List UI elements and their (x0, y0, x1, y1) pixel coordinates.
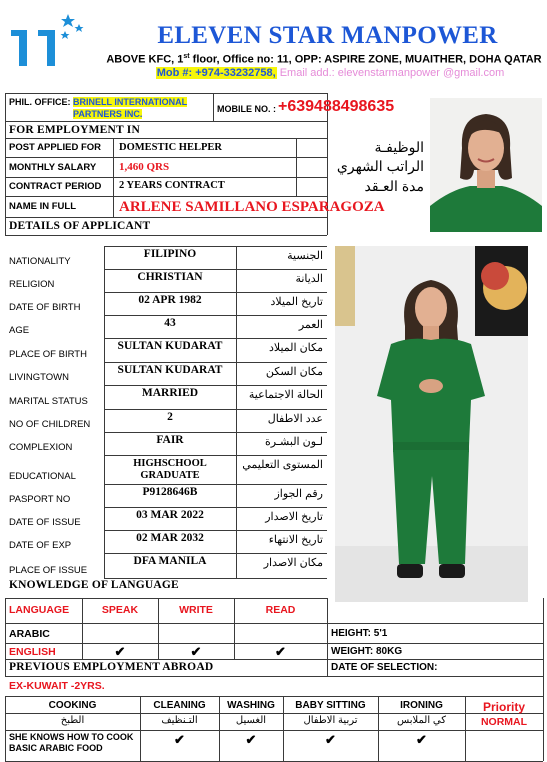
details-grid-line (104, 246, 327, 247)
contact-line (120, 67, 540, 79)
skill-header-cleaning: CLEANING (153, 700, 206, 711)
detail-value-place-of-issue: DFA MANILA (133, 555, 207, 567)
previous-employment-title: PREVIOUS EMPLOYMENT ABROAD (9, 661, 214, 673)
detail-value-place-of-birth: SULTAN KUDARAT (117, 340, 223, 352)
english-read-check: ✔ (275, 644, 286, 659)
previous-employment-value: EX-KUWAIT -2YRS. (9, 680, 105, 692)
detail-arabic-religion: الديانة (295, 273, 323, 285)
detail-arabic-place-of-birth: مكان الميلاد (268, 342, 323, 354)
washing-check: ✔ (245, 732, 257, 747)
detail-value-religion: CHRISTIAN (137, 271, 203, 283)
details-grid-line (104, 507, 327, 508)
skill-header-baby-sitting: BABY SITTING (295, 700, 366, 711)
details-grid-line (104, 315, 327, 316)
detail-label-date-of-exp: DATE OF EXP (9, 540, 72, 551)
language-section-title: KNOWLEDGE OF LANGUAGE (9, 579, 179, 591)
details-grid-line (104, 455, 327, 456)
detail-label-livingtown: LIVINGTOWN (9, 372, 69, 383)
ironing-check: ✔ (416, 732, 427, 747)
full-name-label: NAME IN FULL (9, 201, 77, 212)
details-grid-line (104, 269, 327, 270)
detail-arabic-livingtown: مكان السكن (265, 366, 323, 378)
details-grid-line (104, 553, 327, 554)
detail-value-age: 43 (164, 317, 176, 329)
details-grid-line (104, 292, 327, 293)
company-mobile: Mob #: +974-33232758, (156, 67, 276, 79)
detail-label-age: AGE (9, 325, 30, 336)
detail-label-complexion: COMPLEXION (9, 442, 73, 453)
full-name-value: ARLENE SAMILLANO ESPARAGOZA (119, 199, 385, 215)
headshot-photo (430, 98, 542, 232)
details-grid-line (104, 338, 327, 339)
detail-value-date-of-issue: 03 MAR 2022 (136, 509, 204, 521)
skill-ar-cooking: الطبخ (60, 715, 85, 726)
write-header: WRITE (179, 604, 213, 616)
post-applied-value: DOMESTIC HELPER (119, 142, 222, 153)
office-mobile-value: +639488498635 (278, 98, 395, 115)
post-applied-label: POST APPLIED FOR (9, 142, 102, 153)
detail-value-pasport-no: P9128646B (142, 486, 198, 498)
weight-field: WEIGHT: 80KG (331, 646, 403, 657)
detail-value-date-of-exp: 02 MAR 2032 (136, 532, 204, 544)
monthly-salary-arabic: الراتب الشهري (336, 158, 424, 174)
detail-arabic-marital-status: الحالة الاجتماعية (248, 389, 323, 401)
detail-value-marital-status: MARRIED (141, 387, 199, 399)
details-grid-line (236, 246, 237, 578)
read-header: READ (265, 604, 296, 616)
detail-value-livingtown: SULTAN KUDARAT (117, 364, 223, 376)
detail-value-complexion: FAIR (156, 434, 184, 446)
detail-label-place-of-birth: PLACE OF BIRTH (9, 349, 87, 360)
cooking-note: SHE KNOWS HOW TO COOK BASIC ARABIC FOOD (9, 732, 134, 753)
contract-period-value: 2 YEARS CONTRACT (119, 180, 225, 191)
details-grid-line (104, 484, 327, 485)
language-header: LANGUAGE (9, 604, 70, 616)
priority-label: Priority (482, 700, 525, 714)
cleaning-check: ✔ (174, 732, 185, 747)
detail-value-date-of-birth: 02 APR 1982 (138, 294, 202, 306)
post-applied-arabic: الوظيفـة (374, 139, 424, 155)
detail-label-date-of-issue: DATE OF ISSUE (9, 517, 81, 528)
detail-arabic-date-of-birth: تاريخ الميلاد (270, 296, 323, 308)
details-section-title: DETAILS OF APPLICANT (9, 220, 151, 232)
detail-arabic-nationality: الجنسية (287, 250, 323, 262)
detail-arabic-pasport-no: رقم الجواز (274, 488, 323, 500)
detail-label-place-of-issue: PLACE OF ISSUE (9, 565, 88, 576)
detail-arabic-age: العمر (298, 319, 323, 331)
details-grid-line (104, 362, 327, 363)
detail-value-no-of-children: 2 (167, 411, 173, 423)
priority-value: NORMAL (480, 716, 528, 728)
full-body-photo (335, 246, 528, 602)
detail-arabic-date-of-exp: تاريخ الانتهاء (268, 534, 323, 546)
office-name: BRINELL INTERNATIONAL PARTNERS INC. (73, 97, 188, 119)
skill-ar-washing: الغسيل (235, 715, 267, 726)
detail-label-pasport-no: PASPORT NO (9, 494, 71, 505)
height-field: HEIGHT: 5'1 (331, 628, 388, 639)
detail-value-nationality: FILIPINO (143, 248, 197, 260)
skill-ar-ironing: كي الملابس (397, 715, 446, 726)
skill-ar-baby-sitting: تربية الاطفال (303, 715, 358, 726)
office-label: PHIL. OFFICE: (9, 97, 71, 107)
english-speak-check: ✔ (114, 644, 126, 659)
detail-arabic-no-of-children: عدد الاطفال (267, 413, 323, 425)
speak-header: SPEAK (101, 604, 139, 616)
details-grid-line (104, 432, 327, 433)
detail-label-date-of-birth: DATE OF BIRTH (9, 302, 81, 313)
details-grid-line (104, 409, 327, 410)
detail-label-nationality: NATIONALITY (9, 256, 71, 267)
mobile-label: MOBILE NO. : (217, 104, 276, 114)
baby-sitting-check: ✔ (325, 732, 336, 747)
english-write-check: ✔ (190, 644, 202, 659)
detail-label-marital-status: MARITAL STATUS (9, 396, 88, 407)
contract-period-label: CONTRACT PERIOD (9, 181, 102, 192)
detail-arabic-complexion: لـون البشـرة (265, 436, 323, 448)
detail-label-no-of-children: NO OF CHILDREN (9, 419, 91, 430)
language-arabic: ARABIC (9, 628, 50, 640)
language-english: ENGLISH (9, 646, 56, 658)
detail-arabic-educational: المستوى التعليمي (242, 459, 323, 471)
detail-label-religion: RELIGION (9, 279, 55, 290)
details-grid-line (104, 530, 327, 531)
detail-value-educational: HIGHSCHOOL GRADUATE (133, 458, 207, 481)
details-grid-line (104, 385, 327, 386)
detail-arabic-date-of-issue: تاريخ الاصدار (265, 511, 323, 523)
monthly-salary-label: MONTHLY SALARY (9, 162, 97, 173)
company-email: Email add.: elevenstarmanpower @gmail.com (276, 67, 505, 79)
eleven-star-logo-icon (8, 10, 86, 66)
detail-label-educational: EDUCATIONAL (9, 471, 76, 482)
contract-period-arabic: مدة العـقد (364, 178, 424, 194)
skill-ar-cleaning: التـنظيف (161, 715, 198, 726)
monthly-salary-value: 1,460 QRS (119, 161, 170, 173)
skill-header-ironing: IRONING (400, 700, 443, 711)
skill-header-cooking: COOKING (48, 700, 97, 711)
company-address: ABOVE KFC, 1st floor, Office no: 11, OPP: ASPIRE ZONE, MUAITHER, DOHA QATAR (106, 53, 542, 66)
skill-header-washing: WASHING (227, 700, 275, 711)
company-name: ELEVEN STAR MANPOWER (157, 22, 498, 49)
date-of-selection-label: DATE OF SELECTION: (331, 662, 438, 673)
detail-arabic-place-of-issue: مكان الاصدار (263, 557, 323, 569)
employment-section-title: FOR EMPLOYMENT IN (9, 124, 140, 136)
